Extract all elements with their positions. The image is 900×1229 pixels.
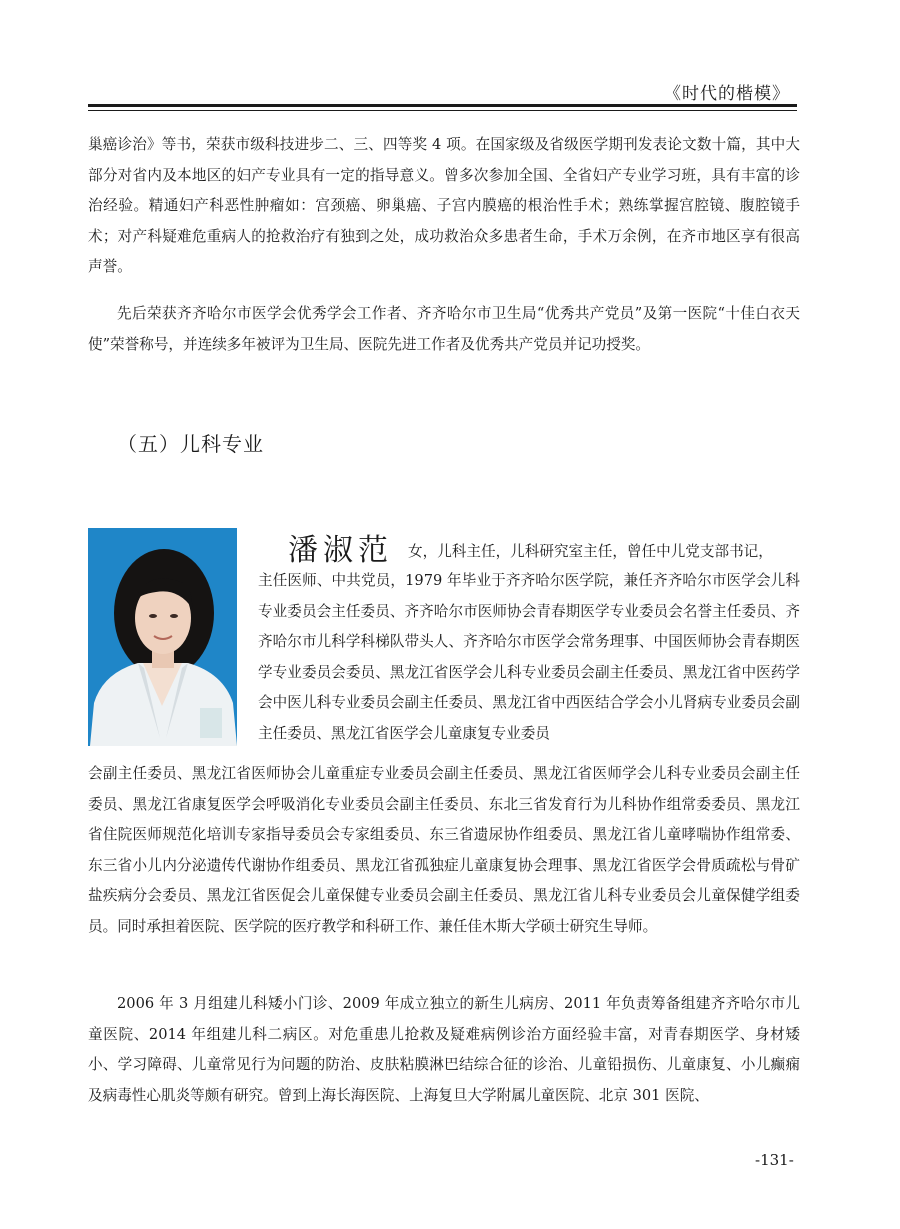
section-heading: （五）儿科专业 (117, 432, 264, 456)
running-header-title: 《时代的楷模》 (664, 84, 790, 104)
person-name: 潘淑范 (288, 533, 393, 568)
page-number: -131- (755, 1151, 794, 1169)
portrait-photo (88, 528, 237, 746)
header-rule-thick (88, 104, 797, 107)
profile-bio-beside-photo: 主任医师、中共党员，1979 年毕业于齐齐哈尔医学院，兼任齐齐哈尔市医学会儿科专业委员会主任委员、齐齐哈尔市医师协会青春期医学专业委员会名誉主任委员、齐齐哈尔市儿科学科梯队带头人、齐齐哈尔市医学会常务理事、中国医师协会青春期医学专业委员会委员、黑龙江省医学会儿科专业委员会副主任委员、黑龙江省中医药学会中医儿科专业委员会副主任委员、黑龙江省中西医结合学会小儿肾病专业委员会副主任委员、黑龙江省医学会儿童康复专业委员 (258, 572, 800, 742)
portrait-illustration (88, 528, 237, 746)
intro-paragraph-1: 巢癌诊治》等书，荣获市级科技进步二、三、四等奖 4 项。在国家级及省级医学期刊发表论文数十篇，其中大部分对省内及本地区的妇产专业具有一定的指导意义。曾多次参加全国、全省妇产专业学习班，具有丰富的诊治经验。精通妇产科恶性肿瘤如：宫颈癌、卵巢癌、子宫内膜癌的根治性手术；熟练掌握宫腔镜、腹腔镜手术；对产科疑难危重病人的抢救治疗有独到之处，成功救治众多患者生命，手术万余例，在齐市地区享有很高声誉。 (88, 136, 800, 276)
profile-intro-line: 女，儿科主任，儿科研究室主任，曾任中儿党支部书记， (408, 543, 773, 560)
profile-paragraph-2: 2006 年 3 月组建儿科矮小门诊、2009 年成立独立的新生儿病房、2011 年负责筹备组建齐齐哈尔市儿童医院、2014 年组建儿科二病区。对危重患儿抢救及疑难病例诊治方面经验丰富，对青春期医学、身材矮小、学习障碍、儿童常见行为问题的防治、皮肤粘膜淋巴结综合征的诊治、儿童铅损伤、儿童康复、小儿癫痫及病毒性心肌炎等颇有研究。曾到上海长海医院、上海复旦大学附属儿童医院、北京 301 医院、 (88, 995, 800, 1104)
intro-paragraph-2: 先后荣获齐齐哈尔市医学会优秀学会工作者、齐齐哈尔市卫生局“优秀共产党员”及第一医院“十佳白衣天使”荣誉称号，并连续多年被评为卫生局、医院先进工作者及优秀共产党员并记功授奖。 (88, 305, 800, 353)
header-rule-thin (88, 110, 797, 111)
profile-bio-continued: 会副主任委员、黑龙江省医师协会儿童重症专业委员会副主任委员、黑龙江省医师学会儿科专业委员会副主任委员、黑龙江省康复医学会呼吸消化专业委员会副主任委员、东北三省发育行为儿科协作组常委委员、黑龙江省住院医师规范化培训专家指导委员会专家组委员、东三省遗尿协作组委员、黑龙江省儿童哮喘协作组常委、东三省小儿内分泌遗传代谢协作组委员、黑龙江省孤独症儿童康复协会理事、黑龙江省医学会骨质疏松与骨矿盐疾病分会委员、黑龙江省医促会儿童保健专业委员会副主任委员、黑龙江省儿科专业委员会儿童保健学组委员。同时承担着医院、医学院的医疗教学和科研工作、兼任佳木斯大学硕士研究生导师。 (88, 765, 800, 935)
